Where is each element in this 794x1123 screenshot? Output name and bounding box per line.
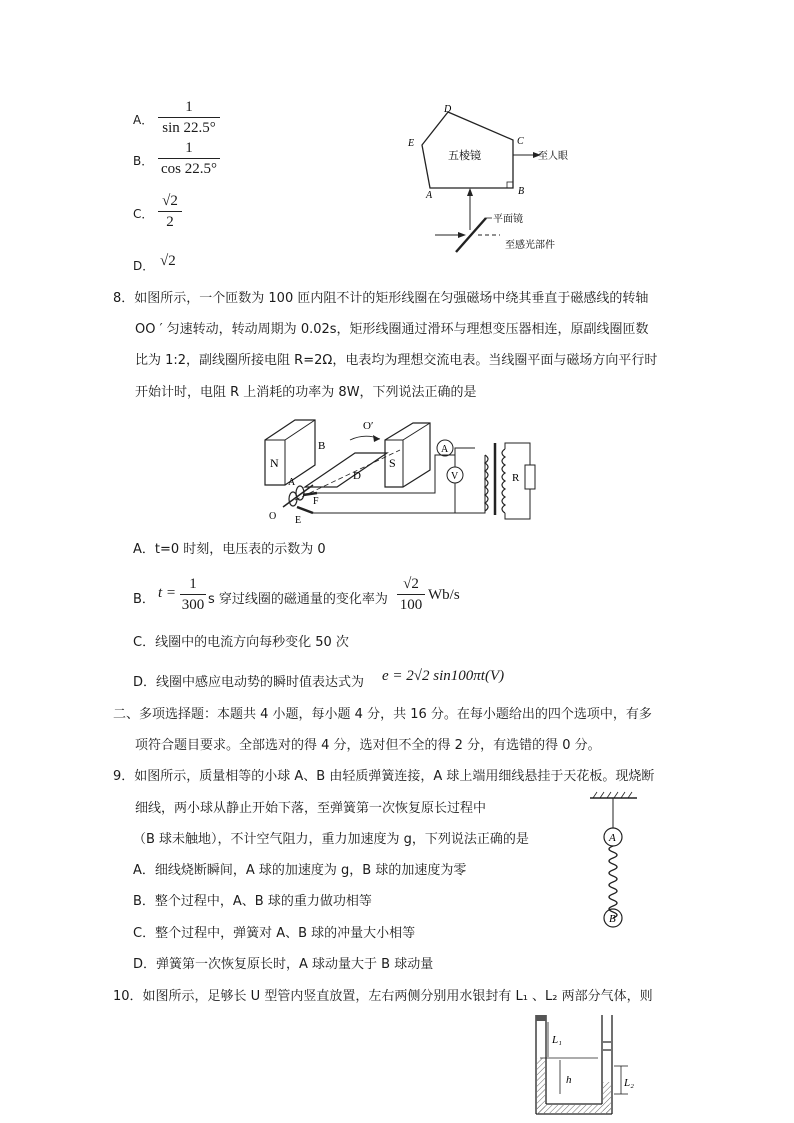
rotating-coil	[305, 453, 387, 487]
magnet-s-label: S	[389, 456, 396, 470]
q7-option-c-fraction	[158, 192, 182, 231]
section2-header-line2: 项符合题目要求。全部选对的得 4 分，选对但不全的得 2 分，有选错的得 0 分。	[135, 738, 601, 753]
axis-label-o: O	[269, 511, 277, 522]
q7-c-numerator: √2	[162, 193, 178, 209]
q8-option-a: A．t=0 时刻，电压表的示数为 0	[133, 542, 326, 557]
q8-option-b-mid: s 穿过线圈的磁通量的变化率为	[208, 592, 388, 607]
q7-a-denominator: sin 22.5°	[162, 120, 216, 136]
l1-label: L₁	[552, 1034, 562, 1046]
q8-option-b-time-fraction	[180, 575, 206, 614]
ammeter-label: A	[441, 444, 449, 455]
q8-b-time-denominator: 300	[181, 597, 205, 613]
q7-option-b-fraction	[158, 139, 220, 178]
brush-label-f: F	[313, 496, 319, 507]
q9-stem-line2: 细线，两小球从静止开始下落，至弹簧第一次恢复原长过程中	[135, 801, 487, 816]
ring-label-a: A	[288, 477, 296, 488]
q8-stem-line4: 开始计时，电阻 R 上消耗的功率为 8W，下列说法正确的是	[135, 385, 477, 400]
h-label: h	[566, 1074, 572, 1086]
q8-option-b-rate-fraction	[397, 575, 425, 614]
magnet-n-label: N	[270, 456, 279, 470]
q8-stem-line2: OO ′ 匀速转动，转动周期为 0.02s，矩形线圈通过滑环与理想变压器相连，原副线圈匝数	[135, 322, 649, 337]
q7-option-a-letter: A．	[133, 113, 154, 127]
q7-option-d-value: √2	[160, 253, 176, 269]
q7-a-numerator: 1	[185, 99, 193, 115]
ball-a-label: A	[609, 832, 616, 844]
q8-b-rate-denominator: 100	[399, 597, 423, 613]
q7-option-c-letter: C．	[133, 207, 154, 221]
q7-c-denominator: 2	[166, 214, 174, 230]
q8-option-c: C．线圈中的电流方向每秒变化 50 次	[133, 635, 349, 650]
q8-option-b-letter: B．	[133, 592, 155, 607]
spring-balls-figure	[585, 790, 645, 940]
coil-label-b: B	[318, 440, 326, 452]
spring-coil	[609, 846, 617, 918]
q10-stem-line1: 10．如图所示，足够长 U 型管内竖直放置，左右两侧分别用水银封有 L₁ 、L₂ 两部分气体，则	[113, 989, 653, 1004]
brush-label-e: E	[295, 515, 302, 526]
q8-b-time-numerator: 1	[189, 576, 197, 592]
magnet-n-block	[265, 420, 315, 485]
pentaprism-figure	[400, 100, 600, 260]
u-tube-figure	[528, 1010, 634, 1123]
section2-header-line1: 二、多项选择题：本题共 4 小题，每小题 4 分，共 16 分。在每小题给出的四个选项中，有多	[113, 707, 652, 722]
q9-stem-line3: （B 球未触地），不计空气阻力，重力加速度为 g，下列说法正确的是	[133, 832, 529, 847]
q8-b-rate-numerator: √2	[403, 576, 419, 592]
axis-label-o1: O′	[363, 420, 374, 432]
q7-option-b-letter: B．	[133, 154, 154, 168]
prism-label-c: C	[517, 136, 524, 147]
q9-option-d: D．弹簧第一次恢复原长时，A 球动量大于 B 球动量	[133, 957, 434, 972]
sensor-label: 至感光部件	[505, 240, 555, 251]
mirror-label: 平面镜	[493, 214, 523, 225]
q7-b-denominator: cos 22.5°	[161, 161, 217, 177]
q7-option-a-fraction	[158, 98, 220, 137]
q9-option-a: A．细线烧断瞬间，A 球的加速度为 g，B 球的加速度为零	[133, 863, 467, 878]
q8-option-d-expression: e = 2√2 sin100πt(V)	[382, 668, 505, 684]
magnet-s-block	[385, 423, 430, 487]
q8-option-b-t: t =	[158, 585, 177, 601]
q7-b-numerator: 1	[185, 140, 193, 156]
prism-name-label: 五棱镜	[448, 150, 481, 162]
q8-stem-line3: 比为 1:2，副线圈所接电阻 R=2Ω，电表均为理想交流电表。当线圈平面与磁场方向平行时	[135, 353, 658, 368]
prism-label-d: D	[444, 104, 452, 115]
voltmeter-label: V	[451, 471, 459, 482]
q9-option-c: C．整个过程中，弹簧对 A、B 球的冲量大小相等	[133, 926, 416, 941]
coil-label-d: D	[353, 470, 361, 482]
prism-label-b: B	[518, 186, 525, 197]
q8-option-d-text: D．线圈中感应电动势的瞬时值表达式为	[133, 675, 365, 690]
q8-stem-line1: 8．如图所示，一个匝数为 100 匝内阻不计的矩形线圈在匀强磁场中绕其垂直于磁感线的转轴	[113, 291, 649, 306]
prism-label-e: E	[408, 138, 415, 149]
prism-label-a: A	[426, 190, 433, 201]
q9-stem-line1: 9．如图所示，质量相等的小球 A、B 由轻质弹簧连接，A 球上端用细线悬挂于天花板。现烧断	[113, 769, 655, 784]
resistor-r	[525, 465, 535, 489]
eye-label: 至人眼	[538, 151, 568, 162]
l2-label: L₂	[624, 1077, 634, 1089]
q9-option-b: B．整个过程中，A、B 球的重力做功相等	[133, 894, 372, 909]
left-mercury-cap	[536, 1015, 546, 1021]
resistor-label: R	[512, 472, 520, 484]
generator-transformer-figure	[255, 415, 545, 530]
q8-option-b-unit: Wb/s	[428, 587, 460, 603]
ball-b-label: B	[609, 913, 616, 925]
q7-option-d-letter: D．	[133, 259, 155, 273]
